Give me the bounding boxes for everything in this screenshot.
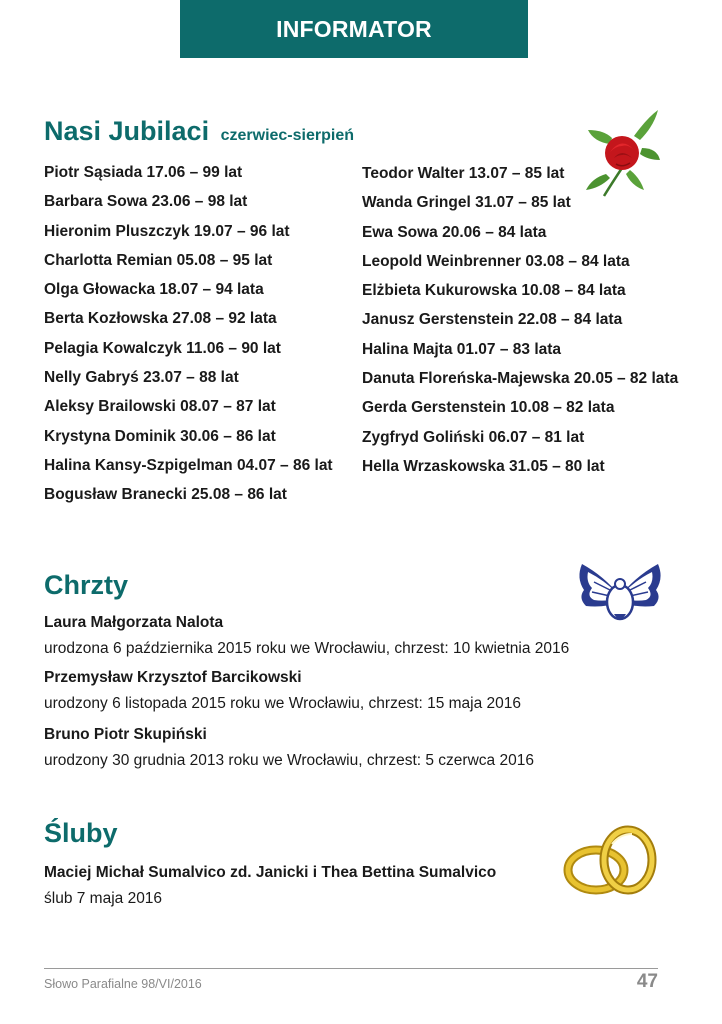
chrzty-entry: [44, 665, 521, 717]
jubilaci-heading: [44, 116, 354, 147]
chrzty-name: Przemysław Krzysztof Barcikowski: [44, 669, 302, 686]
chrzty-title: Chrzty: [44, 570, 129, 600]
header-banner: [180, 0, 528, 58]
jubilaci-title: Nasi Jubilaci: [44, 116, 210, 146]
jubilaci-item: Piotr Sąsiada 17.06 – 99 lat: [44, 164, 243, 181]
jubilaci-item: Hieronim Pluszczyk 19.07 – 96 lat: [44, 222, 290, 240]
jubilaci-item: Pelagia Kowalczyk 11.06 – 90 lat: [44, 339, 281, 357]
jubilaci-item: Gerda Gerstenstein 10.08 – 82 lata: [362, 399, 615, 417]
footer-publication: Słowo Parafialne 98/VI/2016: [44, 977, 202, 991]
sluby-title: Śluby: [44, 818, 118, 848]
jubilaci-item: Wanda Gringel 31.07 – 85 lat: [362, 194, 571, 212]
dove-icon: [574, 556, 666, 628]
chrzty-detail: urodzony 30 grudnia 2013 roku we Wrocławiu, chrzest: 5 czerwca 2016: [44, 752, 534, 769]
chrzty-heading: [44, 570, 128, 601]
sluby-heading: [44, 818, 118, 849]
jubilaci-subtitle: czerwiec-sierpień: [220, 127, 354, 144]
header-title: INFORMATOR: [276, 15, 432, 42]
rose-icon: [582, 108, 662, 198]
jubilaci-item: Olga Głowacka 18.07 – 94 lata: [44, 281, 264, 299]
jubilaci-item: Elżbieta Kukurowska 10.08 – 84 lata: [362, 282, 626, 300]
jubilaci-item: Zygfryd Goliński 06.07 – 81 lat: [362, 428, 585, 446]
jubilaci-item: Barbara Sowa 23.06 – 98 lat: [44, 193, 248, 211]
chrzty-name: Bruno Piotr Skupiński: [44, 726, 207, 743]
sluby-detail: ślub 7 maja 2016: [44, 890, 163, 907]
chrzty-detail: urodzona 6 października 2015 roku we Wrocławiu, chrzest: 10 kwietnia 2016: [44, 640, 570, 657]
page-number: 47: [636, 971, 658, 992]
chrzty-detail: urodzony 6 listopada 2015 roku we Wrocławiu, chrzest: 15 maja 2016: [44, 695, 522, 712]
jubilaci-item: Berta Kozłowska 27.08 – 92 lata: [44, 310, 277, 328]
chrzty-name: Laura Małgorzata Nalota: [44, 614, 224, 631]
jubilaci-item: Krystyna Dominik 30.06 – 86 lat: [44, 427, 276, 445]
jubilaci-list-left: [44, 158, 333, 510]
chrzty-entry: [44, 722, 534, 774]
jubilaci-item: Hella Wrzaskowska 31.05 – 80 lat: [362, 457, 605, 475]
jubilaci-item: Halina Kansy-Szpigelman 04.07 – 86 lat: [44, 456, 333, 474]
jubilaci-item: Janusz Gerstenstein 22.08 – 84 lata: [362, 311, 623, 329]
jubilaci-list-right: [362, 159, 678, 481]
jubilaci-item: Ewa Sowa 20.06 – 84 lata: [362, 223, 547, 241]
chrzty-entry: [44, 610, 569, 662]
jubilaci-item: Danuta Floreńska-Majewska 20.05 – 82 lata: [362, 370, 679, 388]
footer-divider: [44, 968, 658, 969]
jubilaci-item: Charlotta Remian 05.08 – 95 lat: [44, 251, 273, 269]
wedding-rings-icon: [560, 822, 664, 902]
jubilaci-item: Teodor Walter 13.07 – 85 lat: [362, 165, 565, 182]
jubilaci-item: Bogusław Branecki 25.08 – 86 lat: [44, 486, 287, 504]
sluby-name: Maciej Michał Sumalvico zd. Janicki i Thea Bettina Sumalvico: [44, 864, 497, 881]
jubilaci-item: Halina Majta 01.07 – 83 lata: [362, 340, 562, 358]
jubilaci-item: Aleksy Brailowski 08.07 – 87 lat: [44, 398, 276, 416]
sluby-entry: [44, 860, 496, 912]
jubilaci-item: Nelly Gabryś 23.07 – 88 lat: [44, 369, 239, 387]
jubilaci-item: Leopold Weinbrenner 03.08 – 84 lata: [362, 252, 630, 270]
